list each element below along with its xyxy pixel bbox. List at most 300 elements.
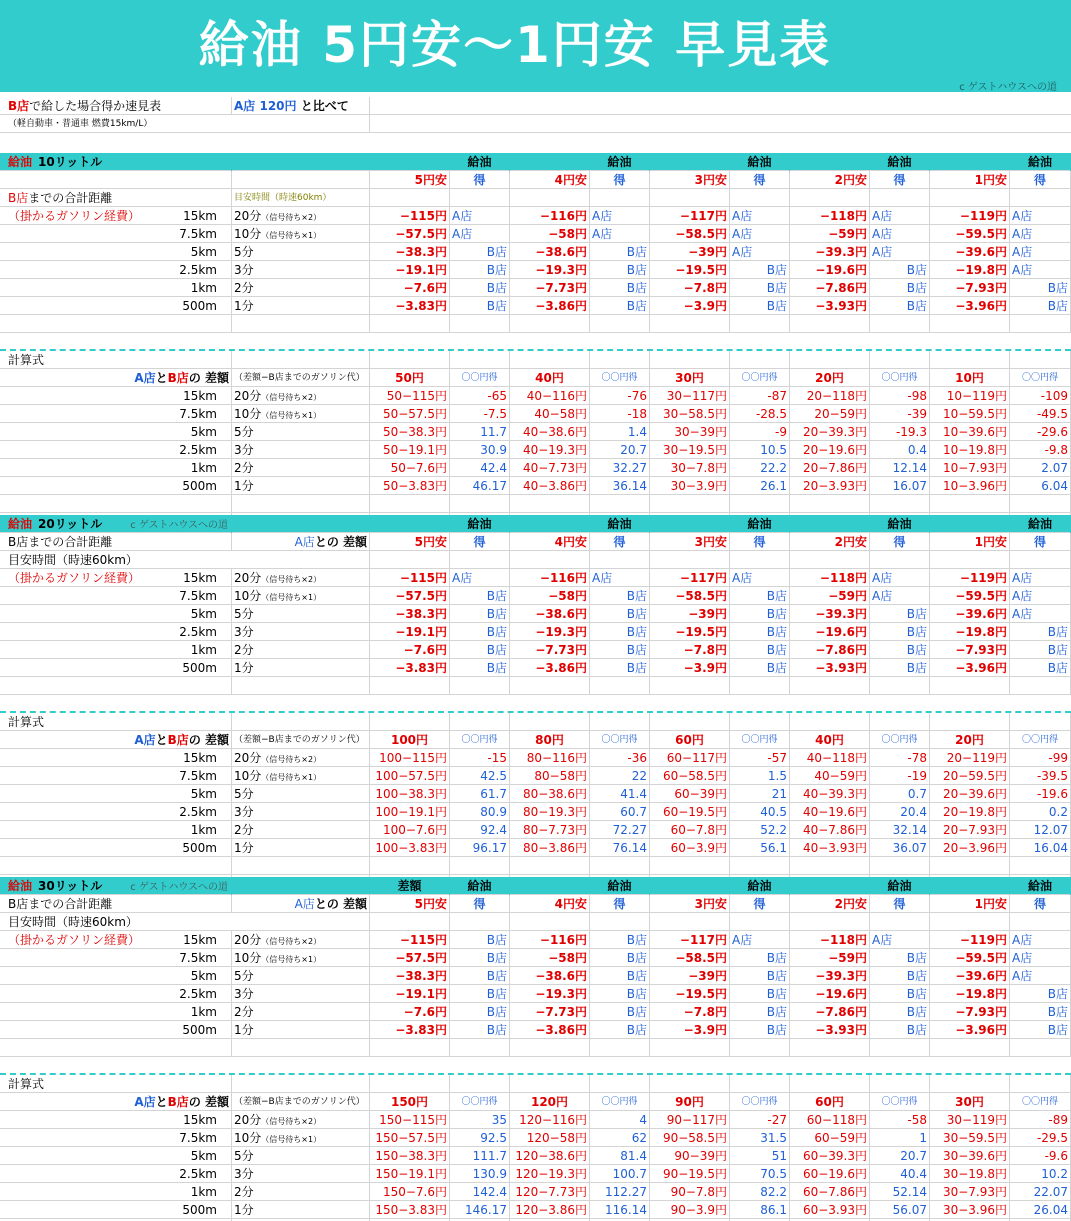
kyuyu-header: 給油 <box>1010 153 1071 171</box>
empty-cell <box>930 495 1010 513</box>
time-value: 2分 <box>234 461 254 475</box>
winner-store: B店 <box>730 949 790 967</box>
formula-row <box>0 387 1071 405</box>
time-cell <box>232 1003 370 1021</box>
empty-cell <box>650 713 730 731</box>
cost-label: （掛かるガソリン経費） <box>8 571 141 585</box>
result-value: 0.4 <box>870 441 930 459</box>
result-value: 116.14 <box>590 1201 650 1219</box>
winner-store: B店 <box>870 949 930 967</box>
result-value: 20.7 <box>870 1147 930 1165</box>
distance-cell <box>6 749 232 767</box>
discount-row <box>0 895 1071 913</box>
empty-cell <box>1010 713 1071 731</box>
result-value: -9.8 <box>1010 441 1071 459</box>
time-cell <box>232 459 370 477</box>
winner-store: A店 <box>730 569 790 587</box>
time-value: 3分 <box>234 443 254 457</box>
winner-store: A店 <box>450 569 510 587</box>
empty-cell <box>870 1039 930 1057</box>
a-store-diff <box>232 895 370 913</box>
empty-cell <box>510 315 590 333</box>
cost-value: −7.93円 <box>930 641 1010 659</box>
formula-row <box>0 767 1071 785</box>
kyuyu-header: 給油 <box>1010 877 1071 895</box>
result-value: 10.5 <box>730 441 790 459</box>
section-title <box>6 153 232 171</box>
time-cell <box>232 623 370 641</box>
cost-label: （掛かるガソリン経費） <box>8 209 141 223</box>
formula-value: 50−57.5円 <box>370 405 450 423</box>
winner-store: A店 <box>870 587 930 605</box>
formula-value: 90−58.5円 <box>650 1129 730 1147</box>
time-value: 20分 <box>234 751 262 765</box>
cost-value: −3.83円 <box>370 297 450 315</box>
empty-cell <box>870 495 930 513</box>
winner-store: A店 <box>1010 605 1071 623</box>
distance-value: 2.5km <box>179 987 217 1001</box>
result-value: -29.6 <box>1010 423 1071 441</box>
empty-cell <box>6 857 232 875</box>
discount-label: 2円安 <box>790 895 870 913</box>
empty-cell <box>730 351 790 369</box>
separator-row <box>0 695 1071 713</box>
kyuyu-header: 給油 <box>590 153 650 171</box>
empty-cell <box>1010 913 1071 931</box>
winner-store: B店 <box>1010 641 1071 659</box>
header-title-text: で給した場合得か速見表 <box>29 99 162 113</box>
header-compare-store: A店 120円 <box>234 99 297 113</box>
empty-cell <box>370 351 450 369</box>
winner-store: B店 <box>1010 1021 1071 1039</box>
winner-store: A店 <box>870 243 930 261</box>
empty-cell <box>930 857 1010 875</box>
winner-store: B店 <box>590 949 650 967</box>
cost-value: −3.93円 <box>790 1021 870 1039</box>
cost-value: −39円 <box>650 967 730 985</box>
formula-value: 20−7.86円 <box>790 459 870 477</box>
time-value: 3分 <box>234 805 254 819</box>
winner-store: B店 <box>590 297 650 315</box>
time-cell <box>232 569 370 587</box>
eta-label: 目安時間（時速60km） <box>6 551 370 569</box>
kyuyu-header: 給油 <box>730 515 790 533</box>
distance-cell <box>6 659 232 677</box>
formula-row <box>0 803 1071 821</box>
distance-cell <box>6 1147 232 1165</box>
formula-value: 20−39.3円 <box>790 423 870 441</box>
formula-value: 100−19.1円 <box>370 803 450 821</box>
cost-value: −7.6円 <box>370 279 450 297</box>
b-label: B店 <box>167 371 189 385</box>
cost-value: −7.86円 <box>790 641 870 659</box>
eta-label: 目安時間（時速60km） <box>6 913 370 931</box>
time-cell <box>232 225 370 243</box>
okane-label: 〇〇円得 <box>870 369 930 387</box>
empty-cell <box>1010 857 1071 875</box>
empty-cell <box>450 351 510 369</box>
cost-value: −19.5円 <box>650 623 730 641</box>
winner-store: B店 <box>730 297 790 315</box>
diff-value: 50円 <box>370 369 450 387</box>
cost-value: −3.9円 <box>650 297 730 315</box>
toku-label: 得 <box>870 171 930 189</box>
formula-value: 150−38.3円 <box>370 1147 450 1165</box>
empty-cell <box>6 171 232 189</box>
header-fuel-note: （軽自動車・普通車 燃費15km/L） <box>6 115 370 133</box>
a-label: A店 <box>134 371 156 385</box>
a-store-diff <box>232 533 370 551</box>
result-value: 100.7 <box>590 1165 650 1183</box>
result-value: 81.4 <box>590 1147 650 1165</box>
empty-cell <box>930 351 1010 369</box>
result-value: 0.7 <box>870 785 930 803</box>
distance-cell <box>6 569 232 587</box>
distance-value: 2.5km <box>179 805 217 819</box>
distance-cell <box>6 297 232 315</box>
empty-cell <box>870 677 930 695</box>
result-value: -89 <box>1010 1111 1071 1129</box>
winner-store: B店 <box>1010 659 1071 677</box>
result-value: 61.7 <box>450 785 510 803</box>
result-value: 6.04 <box>1010 477 1071 495</box>
diff-value: 30円 <box>930 1093 1010 1111</box>
result-value: 12.07 <box>1010 821 1071 839</box>
result-value: -49.5 <box>1010 405 1071 423</box>
result-value: 21 <box>730 785 790 803</box>
dist-label <box>6 533 232 551</box>
distance-value: 15km <box>183 933 217 947</box>
empty-cell <box>790 495 870 513</box>
cost-value: −118円 <box>790 207 870 225</box>
time-value: 5分 <box>234 1149 254 1163</box>
cost-value: −7.8円 <box>650 1003 730 1021</box>
formula-value: 60−3.93円 <box>790 1201 870 1219</box>
dist-store: B店 <box>8 535 29 549</box>
cost-value: −19.8円 <box>930 985 1010 1003</box>
time-value: 20分 <box>234 209 262 223</box>
section-header-row <box>0 877 1071 895</box>
cost-value: −7.8円 <box>650 641 730 659</box>
winner-store: A店 <box>1010 949 1071 967</box>
formula-row <box>0 1129 1071 1147</box>
empty-cell <box>590 351 650 369</box>
cost-row <box>0 931 1071 949</box>
winner-store: A店 <box>590 569 650 587</box>
result-value: -39 <box>870 405 930 423</box>
time-value: 3分 <box>234 1167 254 1181</box>
empty-cell <box>6 1039 232 1057</box>
empty-cell <box>370 1039 450 1057</box>
formula-value: 60−58.5円 <box>650 767 730 785</box>
cost-row <box>0 243 1071 261</box>
okane-label: 〇〇円得 <box>730 1093 790 1111</box>
formula-value: 60−7.86円 <box>790 1183 870 1201</box>
winner-store: B店 <box>450 931 510 949</box>
winner-store: B店 <box>1010 1003 1071 1021</box>
time-value: 10分 <box>234 407 262 421</box>
winner-store: B店 <box>450 1021 510 1039</box>
cost-value: −39.3円 <box>790 967 870 985</box>
section-liters: 30リットル <box>38 879 103 893</box>
cost-row <box>0 623 1071 641</box>
formula-row <box>0 749 1071 767</box>
distance-value: 500m <box>182 1023 217 1037</box>
cost-row <box>0 569 1071 587</box>
winner-store: A店 <box>870 225 930 243</box>
result-value: 1.4 <box>590 423 650 441</box>
empty-cell <box>510 189 590 207</box>
formula-value: 40−38.6円 <box>510 423 590 441</box>
time-value: 1分 <box>234 1203 254 1217</box>
result-value: -19.6 <box>1010 785 1071 803</box>
section-credit: c ゲストハウスへの道 <box>130 520 229 531</box>
time-cell <box>232 441 370 459</box>
empty-cell <box>1010 351 1071 369</box>
cost-value: −57.5円 <box>370 949 450 967</box>
time-cell <box>232 1165 370 1183</box>
distance-value: 7.5km <box>179 1131 217 1145</box>
empty-cell <box>450 713 510 731</box>
result-value: -27 <box>730 1111 790 1129</box>
winner-store: B店 <box>590 967 650 985</box>
result-value: 22.07 <box>1010 1183 1071 1201</box>
formula-value: 40−58円 <box>510 405 590 423</box>
toku-label: 得 <box>1010 533 1071 551</box>
toku-label: 得 <box>590 171 650 189</box>
section-liters: 20リットル <box>38 517 103 531</box>
distance-value: 2.5km <box>179 625 217 639</box>
formula-value: 100−57.5円 <box>370 767 450 785</box>
empty-cell <box>930 189 1010 207</box>
time-value: 20分 <box>234 571 262 585</box>
distance-value: 1km <box>190 1005 217 1019</box>
okane-label: 〇〇円得 <box>450 1093 510 1111</box>
result-value: 92.4 <box>450 821 510 839</box>
empty-cell <box>650 677 730 695</box>
empty-cell <box>510 713 590 731</box>
result-value: 62 <box>590 1129 650 1147</box>
kyuyu-header: 給油 <box>870 877 930 895</box>
winner-store: A店 <box>450 207 510 225</box>
time-value: 1分 <box>234 841 254 855</box>
result-value: -78 <box>870 749 930 767</box>
spacer-row <box>0 495 1071 513</box>
result-value: 112.27 <box>590 1183 650 1201</box>
formula-value: 30−59.5円 <box>930 1129 1010 1147</box>
formula-value: 90−19.5円 <box>650 1165 730 1183</box>
empty-cell <box>232 351 370 369</box>
winner-store: A店 <box>590 207 650 225</box>
kyuyu-header: 給油 <box>870 153 930 171</box>
winner-store: B店 <box>590 623 650 641</box>
cost-row <box>0 605 1071 623</box>
formula-row <box>0 459 1071 477</box>
empty-cell <box>790 351 870 369</box>
formula-value: 50−19.1円 <box>370 441 450 459</box>
empty-cell <box>730 315 790 333</box>
winner-store: B店 <box>730 1003 790 1021</box>
cost-value: −7.6円 <box>370 1003 450 1021</box>
empty-cell <box>370 1075 450 1093</box>
result-value: 52.2 <box>730 821 790 839</box>
distance-value: 1km <box>190 461 217 475</box>
formula-value: 120−38.6円 <box>510 1147 590 1165</box>
winner-store: B店 <box>590 587 650 605</box>
time-cell <box>232 949 370 967</box>
diff-value: 120円 <box>510 1093 590 1111</box>
formula-value: 30−58.5円 <box>650 405 730 423</box>
time-value: 3分 <box>234 263 254 277</box>
time-value: 1分 <box>234 1023 254 1037</box>
result-value: 32.14 <box>870 821 930 839</box>
winner-store: B店 <box>450 243 510 261</box>
winner-store: A店 <box>590 225 650 243</box>
empty-cell <box>650 1075 730 1093</box>
result-value: 2.07 <box>1010 459 1071 477</box>
time-cell <box>232 587 370 605</box>
formula-value: 60−19.6円 <box>790 1165 870 1183</box>
cost-value: −39円 <box>650 243 730 261</box>
eta-label: 目安時間（時速60km） <box>232 189 370 207</box>
result-value: -15 <box>450 749 510 767</box>
winner-store: B店 <box>590 243 650 261</box>
empty-cell <box>790 713 870 731</box>
empty-cell <box>6 495 232 513</box>
distance-value: 7.5km <box>179 769 217 783</box>
distance-cell <box>6 423 232 441</box>
wait-value: （信号待ち×1） <box>261 411 322 420</box>
formula-value: 120−19.3円 <box>510 1165 590 1183</box>
diff-value: 40円 <box>790 731 870 749</box>
formula-value: 150−19.1円 <box>370 1165 450 1183</box>
winner-store: A店 <box>870 207 930 225</box>
discount-label: 5円安 <box>370 533 450 551</box>
cost-value: −3.83円 <box>370 1021 450 1039</box>
result-value: 41.4 <box>590 785 650 803</box>
toku-label: 得 <box>730 895 790 913</box>
formula-value: 100−3.83円 <box>370 839 450 857</box>
winner-store: B店 <box>590 985 650 1003</box>
distance-cell <box>6 1003 232 1021</box>
cost-value: −3.96円 <box>930 297 1010 315</box>
discount-label: 4円安 <box>510 533 590 551</box>
a-label: A店 <box>134 1095 156 1109</box>
diff-value: 20円 <box>930 731 1010 749</box>
formula-value: 80−7.73円 <box>510 821 590 839</box>
empty-cell <box>790 913 870 931</box>
to-label: と <box>155 733 168 747</box>
discount-label: 2円安 <box>790 171 870 189</box>
result-value: 96.17 <box>450 839 510 857</box>
distance-value: 500m <box>182 479 217 493</box>
result-value: -58 <box>870 1111 930 1129</box>
result-value: 40.5 <box>730 803 790 821</box>
formula-value: 20−19.8円 <box>930 803 1010 821</box>
cost-value: −38.3円 <box>370 243 450 261</box>
winner-store: B店 <box>450 605 510 623</box>
formula-value: 40−7.86円 <box>790 821 870 839</box>
result-value: 20.4 <box>870 803 930 821</box>
cost-value: −19.6円 <box>790 261 870 279</box>
formula-value: 30−3.9円 <box>650 477 730 495</box>
sagaku-text: の 差額 <box>188 371 229 385</box>
okane-label: 〇〇円得 <box>1010 731 1071 749</box>
time-value: 1分 <box>234 661 254 675</box>
dist-text: までの合計距離 <box>28 191 113 205</box>
distance-value: 5km <box>190 969 217 983</box>
distance-cell <box>6 785 232 803</box>
winner-store: B店 <box>450 1003 510 1021</box>
distance-value: 7.5km <box>179 589 217 603</box>
cost-row <box>0 1021 1071 1039</box>
time-cell <box>232 605 370 623</box>
winner-store: A店 <box>1010 243 1071 261</box>
cost-value: −19.3円 <box>510 261 590 279</box>
winner-store: B店 <box>590 641 650 659</box>
empty-cell <box>790 315 870 333</box>
kyuyu-header: 給油 <box>450 515 510 533</box>
winner-store: B店 <box>590 1021 650 1039</box>
dist-text: までの合計距離 <box>28 897 113 911</box>
formula-value: 20−59.5円 <box>930 767 1010 785</box>
distance-value: 2.5km <box>179 263 217 277</box>
result-value: 86.1 <box>730 1201 790 1219</box>
a-store-diff-text: との 差額 <box>314 897 367 911</box>
diff-note: （差額−B店までのガソリン代） <box>232 1093 370 1111</box>
cost-value: −19.1円 <box>370 623 450 641</box>
cost-value: −3.86円 <box>510 297 590 315</box>
winner-store: A店 <box>870 931 930 949</box>
section-header-row <box>0 153 1071 171</box>
empty-cell <box>1010 677 1071 695</box>
empty-cell <box>510 913 590 931</box>
time-cell <box>232 207 370 225</box>
formula-value: 10−19.8円 <box>930 441 1010 459</box>
empty-cell <box>590 857 650 875</box>
time-value: 20分 <box>234 933 262 947</box>
cost-value: −38.6円 <box>510 605 590 623</box>
distance-value: 500m <box>182 841 217 855</box>
empty-cell <box>730 713 790 731</box>
winner-store: A店 <box>1010 207 1071 225</box>
cost-value: −19.5円 <box>650 261 730 279</box>
okane-label: 〇〇円得 <box>590 369 650 387</box>
empty-cell <box>870 189 930 207</box>
distance-cell <box>6 1183 232 1201</box>
toku-label: 得 <box>450 895 510 913</box>
distance-cell <box>6 261 232 279</box>
empty-cell <box>930 551 1010 569</box>
formula-value: 60−39円 <box>650 785 730 803</box>
empty-cell <box>650 315 730 333</box>
time-value: 5分 <box>234 425 254 439</box>
ab-diff-label <box>6 369 232 387</box>
result-value: 111.7 <box>450 1147 510 1165</box>
result-value: -19 <box>870 767 930 785</box>
formula-value: 30−7.8円 <box>650 459 730 477</box>
cost-value: −59円 <box>790 949 870 967</box>
formula-row <box>0 821 1071 839</box>
kyuyu-header: 給油 <box>730 877 790 895</box>
toku-label: 得 <box>730 533 790 551</box>
formula-value: 30−39.6円 <box>930 1147 1010 1165</box>
empty-cell <box>450 1039 510 1057</box>
okane-label: 〇〇円得 <box>590 1093 650 1111</box>
result-value: -19.3 <box>870 423 930 441</box>
distance-cell <box>6 1129 232 1147</box>
okane-label: 〇〇円得 <box>450 731 510 749</box>
